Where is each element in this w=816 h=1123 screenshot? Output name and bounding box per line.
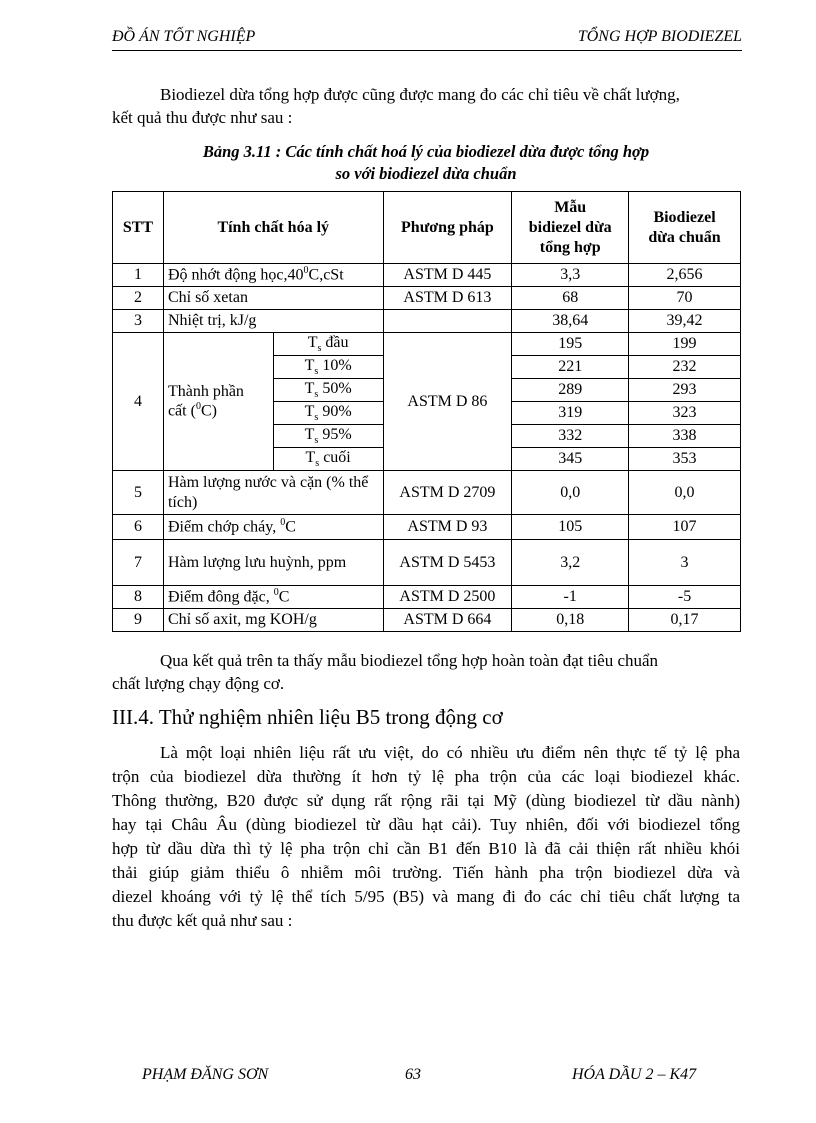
t-subscript: s <box>315 458 320 470</box>
intro-line: kết quả thu được như sau : <box>112 108 293 127</box>
intro-paragraph <box>112 83 740 129</box>
cell-stt: 4 <box>113 333 164 471</box>
property-sup: 0 <box>273 587 279 599</box>
cell-sample: 0,0 <box>512 471 629 515</box>
table-row <box>113 310 741 333</box>
t-name: đầu <box>321 333 349 351</box>
page-header <box>112 28 742 51</box>
table-row <box>113 264 741 287</box>
table-row <box>113 586 741 609</box>
header-sample-line: tổng hợp <box>539 238 601 256</box>
table-caption <box>112 141 740 185</box>
footer-author: PHẠM ĐĂNG SƠN <box>142 1066 269 1083</box>
cell-sample: 221 <box>512 356 629 379</box>
conclusion-line: chất lượng chạy động cơ. <box>112 674 285 693</box>
property-text: Điểm chớp cháy, <box>167 518 281 536</box>
cell-method: ASTM D 93 <box>383 515 512 540</box>
distillation-label-line <box>168 401 269 420</box>
header-property: Tính chất hóa lý <box>163 192 383 264</box>
distillation-point <box>273 379 383 402</box>
cell-standard: 0,0 <box>629 471 741 515</box>
t-symbol: T <box>305 448 316 466</box>
t-name: 95% <box>318 425 352 443</box>
header-stt: STT <box>113 192 164 264</box>
body-line: trộn của biodiezel dừa thường ít hơn tỷ lệ pha trộn của các loại biodiezel khác. <box>112 767 740 786</box>
t-symbol: T <box>304 379 315 397</box>
cell-method: ASTM D 445 <box>383 264 512 287</box>
cell-method: ASTM D 613 <box>383 287 512 310</box>
cell-standard: 3 <box>629 540 741 586</box>
intro-line: Biodiezel dừa tổng hợp được cũng được mang đo các chỉ tiêu về chất lượng, <box>160 85 680 104</box>
body-line: thải giúp giảm thiểu ô nhiễm môi trường. Tiến hành pha trộn biodiezel dừa và <box>112 863 740 882</box>
cell-standard: 70 <box>629 287 741 310</box>
footer-page-number: 63 <box>405 1066 421 1083</box>
cell-stt: 5 <box>113 471 164 515</box>
caption-line: so với biodiezel dừa chuẩn <box>335 164 517 183</box>
caption-line: Bảng 3.11 : Các tính chất hoá lý của biodiezel dừa được tổng hợp <box>202 142 650 161</box>
cell-stt: 8 <box>113 586 164 609</box>
t-subscript: s <box>314 389 319 401</box>
t-subscript: s <box>314 435 319 447</box>
t-subscript: s <box>314 412 319 424</box>
cell-sample: 345 <box>512 448 629 471</box>
property-tail: C <box>285 518 296 536</box>
cell-standard: 107 <box>629 515 741 540</box>
cell-sample: 319 <box>512 402 629 425</box>
table-row <box>113 540 741 586</box>
header-sample-line: Mẫu <box>554 198 587 216</box>
properties-table <box>112 191 741 632</box>
body-line: thu được kết quả như sau : <box>112 911 293 930</box>
cell-property <box>163 586 383 609</box>
cell-stt: 2 <box>113 287 164 310</box>
t-symbol: T <box>304 425 315 443</box>
cell-property: Hàm lượng lưu huỳnh, ppm <box>163 540 383 586</box>
property-sup: 0 <box>280 517 286 529</box>
cell-standard: 2,656 <box>629 264 741 287</box>
cell-standard: -5 <box>629 586 741 609</box>
cell-standard: 199 <box>629 333 741 356</box>
cell-stt: 7 <box>113 540 164 586</box>
t-symbol: T <box>304 356 315 374</box>
cell-standard: 323 <box>629 402 741 425</box>
cell-standard: 232 <box>629 356 741 379</box>
cell-sample: 332 <box>512 425 629 448</box>
header-standard-line: dừa chuẩn <box>648 228 721 246</box>
footer-class: HÓA DẦU 2 – K47 <box>572 1066 697 1083</box>
header-left: ĐỒ ÁN TỐT NGHIỆP <box>112 28 256 45</box>
cell-sample: -1 <box>512 586 629 609</box>
table-row <box>113 287 741 310</box>
body-line: Là một loại nhiên liệu rất ưu việt, do có nhiều ưu điểm nên thực tế tỷ lệ pha <box>160 743 740 762</box>
header-sample <box>512 192 629 264</box>
property-sup: 0 <box>303 265 309 277</box>
cell-standard: 39,42 <box>629 310 741 333</box>
cell-property: Chỉ số xetan <box>163 287 383 310</box>
distillation-row <box>113 333 741 356</box>
cell-method: ASTM D 664 <box>383 609 512 632</box>
property-tail: C <box>278 588 290 606</box>
cell-method: ASTM D 2500 <box>383 586 512 609</box>
header-standard <box>629 192 741 264</box>
conclusion-line: Qua kết quả trên ta thấy mẫu biodiezel tổng hợp hoàn toàn đạt tiêu chuẩn <box>160 651 659 670</box>
t-name: 90% <box>318 402 352 420</box>
table-row <box>113 471 741 515</box>
distillation-point <box>273 425 383 448</box>
cell-property: Hàm lượng nước và cặn (% thể tích) <box>163 471 383 515</box>
section-heading: III.4. Thử nghiệm nhiên liệu B5 trong động cơ <box>112 705 503 729</box>
cell-sample: 105 <box>512 515 629 540</box>
t-symbol: T <box>304 402 315 420</box>
cell-sample: 3,3 <box>512 264 629 287</box>
cell-stt: 9 <box>113 609 164 632</box>
header-sample-line: bidiezel dừa <box>528 218 612 236</box>
t-name: 10% <box>318 356 352 374</box>
cell-stt: 3 <box>113 310 164 333</box>
cell-standard: 0,17 <box>629 609 741 632</box>
table-header-row <box>113 192 741 264</box>
property-text: Độ nhớt động học,40 <box>167 266 304 284</box>
body-line: hợp từ dầu dừa thì tỷ lệ pha trộn chỉ cần B1 đến B10 là đã cải thiện rất nhiều khói <box>112 839 740 858</box>
label-sup: 0 <box>195 400 201 412</box>
distillation-point <box>273 448 383 471</box>
distillation-label <box>163 333 273 471</box>
header-standard-line: Biodiezel <box>653 208 716 226</box>
cell-sample: 38,64 <box>512 310 629 333</box>
body-line: hay tại Châu Âu (dùng biodiezel từ dầu hạt cải). Tuy nhiên, đối với biodiezel tổng <box>112 815 740 834</box>
property-tail: C,cSt <box>308 266 344 284</box>
distillation-point <box>273 333 383 356</box>
cell-method <box>383 310 512 333</box>
cell-stt: 1 <box>113 264 164 287</box>
cell-property <box>163 264 383 287</box>
cell-sample: 3,2 <box>512 540 629 586</box>
body-line: diezel khoáng với tỷ lệ thể tích 5/95 (B5) và mang đi đo các chỉ tiêu chất lượng ta <box>112 887 740 906</box>
property-text: Điểm đông đặc, <box>167 588 274 606</box>
cell-method: ASTM D 86 <box>383 333 512 471</box>
body-paragraph <box>112 741 740 933</box>
cell-standard: 293 <box>629 379 741 402</box>
cell-method: ASTM D 2709 <box>383 471 512 515</box>
cell-standard: 338 <box>629 425 741 448</box>
conclusion-paragraph <box>112 649 740 695</box>
header-right: TỔNG HỢP BIODIEZEL <box>577 28 742 45</box>
distillation-label-line: Thành phần <box>167 382 244 400</box>
t-subscript: s <box>317 343 322 355</box>
label-text: cất ( <box>167 402 196 420</box>
t-symbol: T <box>307 333 318 351</box>
table-row <box>113 515 741 540</box>
header-method: Phương pháp <box>383 192 512 264</box>
cell-sample: 289 <box>512 379 629 402</box>
cell-standard: 353 <box>629 448 741 471</box>
cell-sample: 195 <box>512 333 629 356</box>
cell-sample: 0,18 <box>512 609 629 632</box>
label-text: C) <box>200 402 217 420</box>
cell-method: ASTM D 5453 <box>383 540 512 586</box>
body-line: Thông thường, B20 được sử dụng rất rộng rãi tại Mỹ (dùng biodiezel từ dầu nành) <box>112 791 740 810</box>
cell-property <box>163 515 383 540</box>
t-name: cuối <box>319 448 351 466</box>
cell-sample: 68 <box>512 287 629 310</box>
cell-property: Chỉ số axit, mg KOH/g <box>163 609 383 632</box>
distillation-point <box>273 356 383 379</box>
t-name: 50% <box>318 379 352 397</box>
distillation-point <box>273 402 383 425</box>
cell-stt: 6 <box>113 515 164 540</box>
table-row <box>113 609 741 632</box>
cell-property: Nhiệt trị, kJ/g <box>163 310 383 333</box>
t-subscript: s <box>314 366 319 378</box>
